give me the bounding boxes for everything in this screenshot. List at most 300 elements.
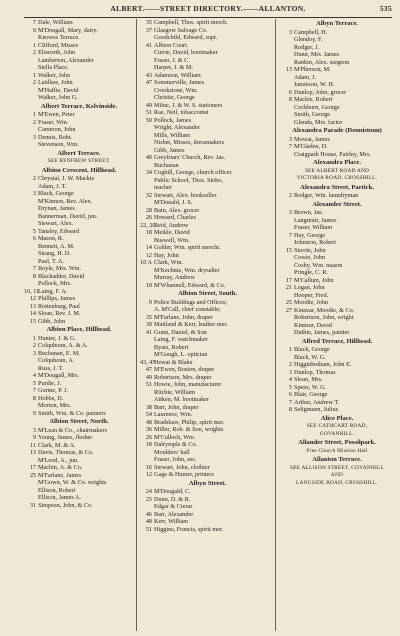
occupant-name: Walker, John (38, 71, 71, 79)
house-number: 14 (29, 310, 36, 317)
directory-entry-continued: Currie, David, bootmaker (154, 49, 218, 56)
occupant-name: Arthur, Andrew T. (294, 398, 340, 406)
directory-entry-continued: Smith, George (294, 111, 330, 118)
occupant-name: Robertson, Mrs. draper (154, 373, 212, 381)
occupant-name: Phillips, James (38, 295, 76, 302)
directory-entry (140, 117, 275, 125)
occupant-name: M'Pherson, M. (294, 66, 331, 73)
street-heading: Albion Street, South. (178, 290, 237, 297)
directory-entry-continued: Duthie, James, painter (294, 329, 350, 336)
occupant-name: Adamson, William (154, 71, 201, 79)
house-number: 51 (145, 525, 152, 533)
occupant-name: Storrie, John (294, 246, 326, 254)
directory-entry (24, 410, 134, 418)
directory-entry (280, 299, 394, 307)
directory-entry (24, 303, 134, 311)
directory-entry-continued: Wright, Alexander (154, 124, 200, 131)
directory-entry (24, 387, 134, 395)
directory-entry (24, 372, 134, 380)
directory-entry-continued: Hooper, Fred. (294, 291, 329, 299)
occupant-name: M'Gladen, D. (294, 143, 328, 150)
directory-entry-continued: Murray, Andrew (154, 274, 195, 281)
directory-entry-continued: Laing, F. watchmaker (154, 336, 208, 343)
occupant-name: M'Ewen, Boston, draper (154, 366, 215, 373)
directory-entry (140, 464, 275, 472)
street-heading: Allander Street, Possilpark. (298, 439, 376, 446)
house-number: 48 (145, 518, 152, 525)
directory-entry-continued: Cameron, John (38, 126, 76, 133)
directory-entry-continued: Cockburn, George (294, 103, 340, 111)
occupant-name: Hobbs, D. (38, 394, 64, 402)
house-number: 13 (29, 449, 36, 456)
directory-entry (140, 488, 275, 496)
occupant-name: Dalrymple & Co. (154, 441, 198, 448)
directory-entry (140, 72, 275, 80)
occupant-name: Barr, John, draper (154, 403, 199, 411)
directory-entry (280, 89, 394, 97)
directory-entry-continued: M'Gown, W. & Co. wrights (38, 479, 107, 486)
directory-entry (140, 314, 275, 322)
occupant-name: Higginbotham, John E. (294, 361, 352, 368)
occupant-name: Pollock, James (154, 116, 192, 124)
house-number: 3 (288, 28, 292, 36)
directory-entry-continued: A. M'Call, chief constable; (154, 306, 221, 313)
occupant-name: M'Dougall, Mary, dairy. (38, 26, 98, 34)
occupant-name: Black, George (294, 346, 330, 353)
directory-entry-continued: M'Haffie, David (38, 86, 79, 94)
directory-entry (280, 136, 394, 144)
occupant-name: Dunlop, Thomas (294, 368, 336, 376)
directory-entry-continued: Adam, J. (294, 73, 317, 81)
directory-entry (140, 374, 275, 382)
directory-entry (140, 426, 275, 434)
directory-entry (24, 42, 134, 50)
house-number: 34 (145, 169, 152, 176)
house-number: 47 (145, 79, 152, 86)
cross-reference: SEE RENFREW STREET. (47, 158, 111, 164)
directory-entry-continued: Cowie, John (294, 254, 325, 261)
occupant-name: Stewart, John, clothier (154, 463, 210, 471)
house-number: 3 (32, 349, 36, 357)
directory-entry (140, 518, 275, 526)
house-number: 25 (285, 299, 292, 306)
directory-entry-continued: Strang, H. D. (38, 250, 71, 257)
directory-entry-continued: Kinnear, David (294, 321, 332, 329)
house-number: 13 (285, 66, 292, 73)
page-number: 535 (379, 4, 392, 13)
directory-entry-continued: Crookstone, Wm. (154, 86, 198, 94)
occupant-name: Simpson, John, & Co. (38, 501, 93, 509)
occupant-name: Mason, R. (38, 235, 64, 242)
directory-entry-continued: M'Leod, A., jun. (38, 456, 79, 464)
occupant-name: Dunlop, John, grocer (294, 88, 347, 96)
occupant-name: Meikle, David (154, 229, 190, 236)
occupant-name: Spens, W. G. (294, 383, 327, 391)
directory-entry (140, 252, 275, 260)
house-number: 2 (32, 175, 36, 182)
house-number: 3 (32, 426, 36, 434)
occupant-name: Howie, John, manufacturer (154, 381, 222, 388)
house-number: 1 (32, 71, 36, 79)
directory-entry-continued: Glendoy, F. (294, 36, 323, 43)
cross-reference: SEE ALLISON STREET, GOVANHILL (290, 464, 384, 471)
house-number: 2 (32, 342, 36, 349)
house-number: 40 (145, 154, 152, 161)
house-number: 18 (145, 229, 152, 236)
occupant-name: Greyfriars' Church, Rev. Jas. (154, 154, 226, 161)
directory-entry (280, 96, 394, 104)
directory-entry-continued: Pringle, C. R. (294, 269, 328, 276)
directory-entry-continued: Rankin, Alex. surgeon (294, 58, 350, 66)
house-number: 3 (32, 190, 36, 197)
occupant-name: Sommerville, James (154, 79, 205, 86)
house-number: 31 (29, 501, 36, 509)
house-number: 8 (288, 96, 292, 103)
house-number: 41 (145, 328, 152, 336)
directory-entry (24, 79, 134, 87)
directory-entry (24, 395, 134, 403)
directory-entry (140, 511, 275, 519)
occupant-name: Buchanan, E. M. (38, 349, 80, 357)
house-number: 1 (288, 346, 292, 353)
directory-entry-continued: Ellison, James A. (38, 494, 81, 501)
house-number: 2 (32, 79, 36, 86)
occupant-name: Miller, Rob. & Son, wrights (154, 426, 224, 433)
directory-entry (24, 235, 134, 243)
directory-entry (140, 471, 275, 479)
directory-columns (24, 19, 394, 631)
house-number: 36 (145, 426, 152, 433)
street-heading: Alice Place. (320, 414, 354, 422)
cross-reference: AND (330, 472, 344, 478)
street-heading: Albion Place, Hillhead. (46, 326, 112, 333)
directory-entry-continued: Pollock, Mrs. (38, 280, 72, 287)
directory-entry (24, 190, 134, 198)
occupant-name: M'Dougall, Mrs. (38, 372, 80, 379)
directory-entry (140, 441, 275, 449)
directory-entry (140, 321, 275, 329)
directory-entry (24, 449, 134, 457)
directory-entry (24, 288, 134, 296)
occupant-name: Albion Court. (154, 41, 189, 49)
header-rule (24, 17, 392, 18)
house-number: 35 (145, 313, 152, 321)
house-number: 25 (29, 471, 36, 479)
house-number: 26 (145, 214, 152, 221)
directory-entry (140, 207, 275, 215)
occupant-name: Seligmann, Julius (294, 406, 339, 413)
column-right (275, 19, 394, 631)
occupant-name: Machin, A. & Co. (38, 464, 83, 471)
directory-entry (140, 79, 275, 87)
occupant-name: Rottenburg, Paul (38, 302, 80, 310)
directory-entry-continued: M'Gough, L. optician (154, 351, 208, 358)
house-number: 1 (32, 334, 36, 342)
directory-entry (140, 169, 275, 177)
directory-entry-continued: Nisbet, Misses, dressmakers (154, 139, 225, 146)
occupant-name: M'Dougald, C. (154, 488, 191, 495)
directory-entry (280, 209, 394, 217)
directory-entry (24, 335, 134, 343)
directory-entry-continued: Buchanan (154, 161, 179, 169)
directory-entry (140, 244, 275, 252)
house-number: 21 (285, 284, 292, 291)
directory-entry-continued: Bennett, A. M. (38, 242, 75, 250)
house-number: 49 (145, 101, 152, 109)
house-number: 51 (145, 109, 152, 116)
occupant-name: Purdie, J. (38, 379, 62, 387)
header-title: ALBERT.——STREET DIRECTORY.——ALLANTON. (110, 4, 306, 13)
occupant-name: Young, James, flesher (38, 434, 93, 441)
occupant-name: M'Callum, John (294, 276, 334, 284)
house-number: 10 A (140, 259, 152, 266)
street-heading: Alexander Street. (312, 200, 362, 208)
directory-entry-continued: Ritchie, William (154, 388, 195, 396)
directory-entry (24, 265, 134, 273)
directory-entry (280, 361, 394, 369)
occupant-name: M'Farlane, John, draper (154, 313, 213, 321)
directory-entry (140, 526, 275, 534)
directory-entry (280, 143, 394, 151)
directory-entry (24, 472, 134, 480)
directory-entry (280, 66, 394, 74)
running-header (24, 4, 392, 16)
street-heading: Albion Crescent, Hillhead. (41, 166, 117, 174)
directory-entry-continued: Langmuir, James (294, 216, 337, 224)
directory-entry-continued: Public School, Thos. Stobo, (154, 176, 223, 184)
directory-entry-continued: Edgar & Crerar (154, 503, 193, 510)
occupant-name: Dennis, Robt. (38, 133, 73, 141)
directory-entry (140, 366, 275, 374)
directory-entry-continued: Stevenson, Wm. (38, 141, 79, 148)
directory-entry-continued: Paul, T. A. (38, 257, 65, 265)
occupant-name: Brown, Jas. (294, 209, 324, 216)
street-heading: Alexandra Parade (Dennistoun) (292, 127, 382, 134)
directory-entry (140, 496, 275, 504)
house-number: 8 (32, 272, 36, 280)
house-number: 9 (148, 298, 152, 306)
directory-entry-continued: Mills, William (154, 131, 191, 139)
occupant-name: Sloan, Mrs. (294, 376, 323, 383)
occupant-name: Kinnear, Moodie, & Co. (294, 306, 355, 314)
cross-reference: Free Church Mission Hall (306, 447, 368, 454)
occupant-name: Barr, Alexander (154, 510, 194, 518)
occupant-name: M'Whannell, Edward, & Co. (154, 281, 226, 289)
directory-entry (140, 434, 275, 442)
house-number: 12 (145, 471, 152, 478)
directory-entry-continued: Glenda, Mrs. factor (294, 118, 343, 126)
street-heading: Albyn Street. (188, 479, 227, 487)
house-number: 32 (145, 191, 152, 199)
house-number: 51 (145, 381, 152, 388)
occupant-name: Clark, M. & A. (38, 441, 76, 449)
cross-reference: SEE ALBERT ROAD AND (304, 167, 370, 174)
directory-entry-continued: Knowes Terrace. (38, 34, 80, 41)
directory-entry (24, 350, 134, 358)
occupant-name: Hay, George (294, 231, 326, 239)
directory-entry-continued: Aitken, M. bootmaker (154, 396, 209, 403)
occupant-name: Campbell, H. (294, 28, 328, 36)
directory-entry (24, 19, 134, 27)
house-number: 11 (30, 441, 36, 449)
directory-entry (140, 329, 275, 337)
directory-entry (280, 192, 394, 200)
house-number: 16 (145, 463, 152, 471)
directory-entry (24, 228, 134, 236)
directory-entry (140, 109, 275, 117)
house-number: 6 (288, 391, 292, 398)
directory-entry (280, 29, 394, 37)
house-number: 46 (145, 510, 152, 518)
occupant-name: Tansley, Edward (38, 227, 80, 235)
house-number: 38 (145, 403, 152, 411)
occupant-name: Rodger, Wm. laundryman (294, 192, 359, 199)
directory-entry (24, 111, 134, 119)
directory-entry-continued: Dunn, Mrs. James (294, 51, 340, 58)
occupant-name: Gibb, John (38, 317, 66, 325)
cross-reference: LANGSIDE ROAD, CROSSHILL. (296, 479, 378, 486)
house-number: 7 (32, 19, 36, 26)
house-number: 27 (285, 306, 292, 314)
directory-entry (140, 214, 275, 222)
occupant-name: Hewat & Blake (154, 358, 193, 366)
occupant-name: Boyle, Mrs. Wm. (38, 265, 82, 272)
house-number: 39 (145, 321, 152, 328)
house-number: 2 (32, 118, 36, 126)
directory-entry-continued: Robertson, John, wright (294, 314, 354, 321)
house-number: 2 (288, 361, 292, 368)
directory-entry-continued: M'Kinnon, Rev. Alex. (38, 197, 93, 205)
directory-entry (140, 19, 275, 27)
occupant-name: Chrystal, J. W. Mackie (38, 175, 95, 182)
house-number: 5 (32, 379, 36, 387)
directory-entry-continued: Ellison, Robert (38, 486, 76, 494)
directory-entry (140, 282, 275, 290)
house-number: 15 (285, 246, 292, 254)
directory-entry-continued: Buswell, Wm. (154, 236, 190, 244)
house-number: 7 (32, 265, 36, 272)
house-number: 1 (32, 41, 36, 49)
occupant-name: Gage & Hunter, printers (154, 471, 214, 478)
house-number: 15 (29, 317, 36, 325)
directory-entry (140, 299, 275, 307)
occupant-name: Campbell, Thos. spirit merch. (154, 19, 228, 26)
occupant-name: Bradshaw, Philip, spirit mer. (154, 418, 225, 426)
house-number: 8 (32, 394, 36, 402)
house-number: 3 (288, 209, 292, 216)
house-number: 9 (32, 409, 36, 417)
directory-entry-continued: Harper, J. & M. (154, 64, 193, 71)
house-number: 3 (32, 133, 36, 141)
house-number: 10 (145, 281, 152, 289)
directory-entry (24, 464, 134, 472)
house-number: 14 (145, 244, 152, 251)
directory-entry (24, 27, 134, 35)
directory-entry (24, 175, 134, 183)
house-number: 4 (288, 376, 292, 383)
directory-entry-continued: teacher (154, 184, 172, 191)
house-number: 17 (29, 464, 36, 471)
directory-entry-continued: Rodger, J. (294, 43, 320, 51)
occupant-name: Dale, William (38, 19, 73, 26)
house-number: 3 (288, 135, 292, 143)
occupant-name: Higgins, Francis, spirit mer. (154, 525, 224, 533)
occupant-name: Smith, Wm. & Co. painters (38, 409, 106, 417)
directory-entry (140, 222, 275, 230)
directory-entry-continued: M'Donald, J. S. (154, 199, 193, 206)
street-heading: Albion Street, North. (49, 418, 109, 425)
occupant-name: Milne, J. & W. S. stationers (154, 101, 223, 109)
occupant-name: Laidlaw, John (38, 79, 73, 86)
street-heading: Albert Terrace, Kelvinside. (40, 102, 118, 110)
house-number: 18 (145, 441, 152, 448)
directory-entry-continued: Cosby, Wm. mason (294, 261, 343, 269)
house-number: 8 (288, 406, 292, 413)
directory-entry-continued: Russ, J. T. (38, 364, 64, 372)
directory-entry (280, 307, 394, 315)
directory-entry (24, 119, 134, 127)
street-heading: Albert Terrace. (57, 149, 101, 157)
house-number: 25 (145, 495, 152, 503)
occupant-name: Glasgow Salvage Co. (154, 26, 208, 34)
occupant-name: Clifford, Misses (38, 41, 79, 49)
street-heading: Alfred Terrace, Hillhead. (301, 337, 373, 345)
house-number: 9 (32, 26, 36, 34)
house-number: 2 (288, 192, 292, 199)
directory-entry (24, 342, 134, 350)
column-left (24, 19, 134, 631)
column-middle (136, 19, 275, 631)
street-heading: Alexandra Street, Partick. (300, 183, 374, 191)
directory-entry-continued: M'Kechnie, Wm. drysalter (154, 266, 220, 274)
directory-entry (24, 502, 134, 510)
cross-reference: SEE CATHCART ROAD, (306, 423, 368, 429)
directory-entry (280, 391, 394, 399)
house-number: 12 (145, 251, 152, 259)
house-number: 7 (32, 387, 36, 394)
occupant-name: Elsworth, John (38, 49, 76, 56)
house-number: 37 (145, 26, 152, 34)
directory-entry-continued: Black, W. G. (294, 353, 326, 361)
occupant-name: Dunn, D. & R. (154, 495, 191, 503)
directory-entry-continued: Adam, J. T. (38, 182, 67, 190)
directory-entry (280, 406, 394, 414)
occupant-name: Golder, Wm. spirit mercht. (154, 244, 221, 251)
directory-entry-continued: Goodchild, Edward, supt. (154, 34, 218, 41)
directory-entry-continued: Jamieson, W. H. (294, 81, 335, 88)
occupant-name: Maitland & Kerr, leather mer. (154, 321, 228, 328)
directory-entry (24, 318, 134, 326)
directory-entry (140, 229, 275, 237)
directory-entry-continued: Walker, John G. (38, 94, 78, 101)
house-number: 24 (145, 488, 152, 495)
house-number: 4 (32, 372, 36, 379)
directory-entry (140, 259, 275, 267)
street-heading: Albyn Terrace. (315, 20, 359, 27)
house-number: 50 (145, 116, 152, 124)
occupant-name: Hay, John (154, 251, 179, 259)
directory-entry (280, 346, 394, 354)
occupant-name: Gorme, P. J. (38, 387, 69, 394)
house-number: 3 (288, 368, 292, 376)
directory-entry (140, 102, 275, 110)
occupant-name: Rae, Neil, tobacconist (154, 109, 209, 116)
directory-entry-continued: Fraser, William (294, 224, 333, 231)
directory-entry-continued: Johnston, Robert (294, 239, 336, 246)
directory-entry-continued: Lamberton, Alexander (38, 56, 94, 64)
directory-entry (280, 247, 394, 255)
directory-entry (140, 411, 275, 419)
